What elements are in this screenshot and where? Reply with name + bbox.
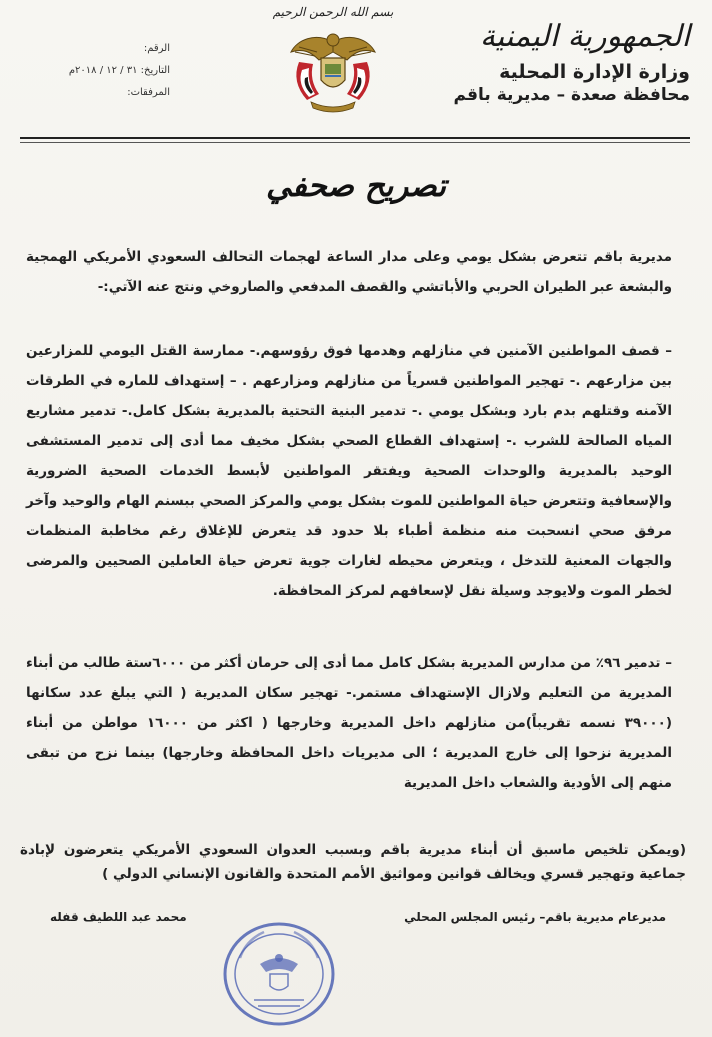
republic-name: الجمهورية اليمنية <box>479 19 690 54</box>
letterhead-right <box>440 18 690 106</box>
basmala: بسم الله الرحمن الرحيم <box>272 5 394 19</box>
date-label: التاريخ: ٣١ / ١٢ / ٢٠١٨م <box>68 65 170 76</box>
ministry-name: وزارة الإدارة المحلية <box>499 61 690 83</box>
health-impacts-paragraph: – قصف المواطنين الآمنين في منازلهم وهدمها فوق رؤوسهم.- ممارسة القتل اليومي للمزارعين بين مزارعهم .- تهجير المواطنين قسرياً من منازلهم ومزارعهم . – إستهداف للماره في الطرقات الآمنه وقتلهم بدم بارد وبشكل يومي .- تدمير البنية التحتية بالمديرية بشكل كامل.- تدمير مشاريع المياه الصالحة للشرب .- إستهداف القطاع الصحي بشكل مخيف مما أدى إلى تدمير المستشفى الوحيد بالمديرية والوحدات الصحية ويفتقر المواطنين لأبسط الخدمات الصحية الضرورية والإسعافية وتتعرض حياة المواطنين للموت بشكل يومي والمركز الصحي ببسنم الهام والوحيد وآخر مرفق صحي انسحبت منه منظمة أطباء بلا حدود قد يتعرض للإغلاق رغم مخاطبة المنظمات والجهات المعنية للتدخل ، ويتعرض محيطه لغارات جوية تعرض حياة العاملين الصحيين والمرضى لخطر الموت ولايوجد وسيلة نقل لإسعافهم لمركز المحافظة. <box>26 343 672 599</box>
document-title: تصريح صحفي <box>266 168 446 204</box>
education-displacement-paragraph: – تدمير ٩٦٪ من مدارس المديرية بشكل كامل مما أدى إلى حرمان أكثر من ٦٠٠٠ستة طالب من أبناء المديرية من التعليم ولازال الإستهداف مستمر.- تهجير سكان المديرية ( التي يبلغ عدد سكانها (٣٩٠٠٠ نسمه تقريباً)من منازلهم داخل المديرية وخارجها ( اكثر من ١٦٠٠٠ مواطن من أبناء المديرية نزحوا إلى خارج المديرية ؛ الى مديريات داخل المحافظة وخارجها) بينما نزح من تبقى منهم إلى الأودية والشعاب داخل المديرية <box>26 655 673 791</box>
header-divider <box>20 137 690 139</box>
attachments-label: المرفقات: <box>127 87 170 98</box>
signatory-role: مديرعام مديرية باقم– رئيس المجلس المحلي <box>404 910 666 924</box>
reference-number-label: الرقم: <box>143 43 170 54</box>
letterhead-left <box>20 38 170 104</box>
governorate-line: محافظة صعدة – مديرية باقم <box>453 85 690 105</box>
official-round-stamp-icon <box>220 918 338 1030</box>
letterhead-center <box>268 4 398 114</box>
yemen-eagle-emblem-icon <box>285 22 381 114</box>
summary-paragraph: (ويمكن تلخيص ماسبق أن أبناء مديرية باقم وبسبب العدوان السعودي الأمريكي يتعرضون لإبادة جماعية وتهجير قسري ويخالف قوانين ومواثيق الأمم المتحدة والقانون الإنساني الدولي ) <box>20 842 686 882</box>
signatory-name: محمد عبد اللطيف قفله <box>50 910 187 924</box>
intro-paragraph: مديرية باقم تتعرض بشكل يومي وعلى مدار الساعة لهجمات التحالف السعودي الأمريكي الهمجية والبشعة عبر الطيران الحربي والأباتشي والقصف المدفعي والصاروخي ونتج عنه الآتي:- <box>26 249 672 295</box>
header-divider-thin <box>20 142 690 143</box>
